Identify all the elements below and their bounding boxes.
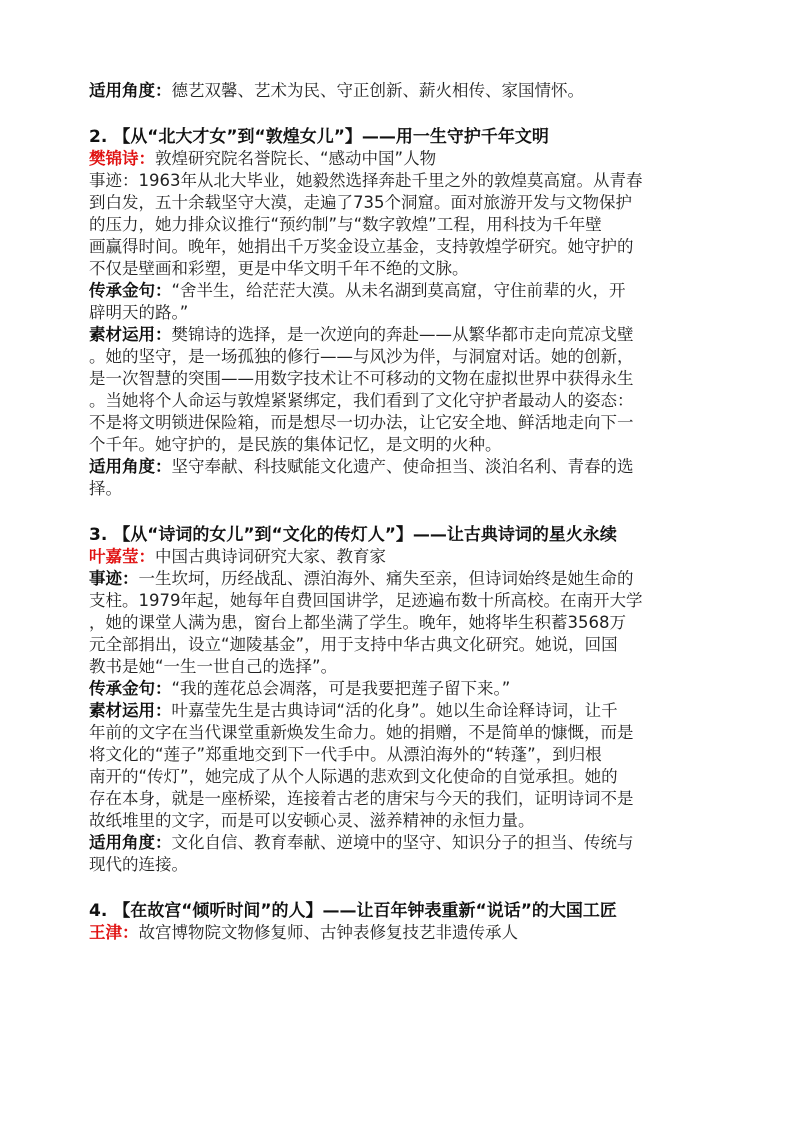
usage-label: 素材运用： bbox=[89, 325, 172, 344]
person-intro-line bbox=[89, 148, 711, 170]
usage-line: 将文化的“莲子”郑重地交到下一代手中。从漂泊海外的“转蓬”，到归根 bbox=[89, 745, 602, 764]
applicable-angle-line bbox=[89, 80, 711, 102]
person-intro-line bbox=[89, 546, 711, 568]
usage-line: 。当她将个人命运与敦煌紧紧绑定，我们看到了文化守护者最动人的姿态： bbox=[89, 391, 634, 410]
quote-text: “舍半生，给茫茫大漠。从未名湖到莫高窟，守住前辈的火，开 bbox=[171, 281, 626, 300]
document-page bbox=[89, 80, 711, 944]
section-heading: 3. 【从“诗词的女儿”到“文化的传灯人”】——让古典诗词的星火永续 bbox=[89, 525, 617, 545]
applicable-angle-line bbox=[89, 456, 711, 478]
quote-line bbox=[89, 678, 711, 700]
applicable-angle-label: 适用角度： bbox=[89, 457, 172, 476]
usage-line: 年前的文字在当代课堂重新焕发生命力。她的捐赠，不是简单的慷慨，而是 bbox=[89, 723, 634, 742]
quote-line: 辟明天的路。” bbox=[89, 303, 189, 322]
deeds-line: 元全部捐出，设立“迦陵基金”，用于支持中华古典文化研究。她说，回国 bbox=[89, 635, 618, 654]
deeds-line: 不仅是壁画和彩塑，更是中华文明千年不绝的文脉。 bbox=[89, 259, 469, 278]
person-title: 敦煌研究院名誉院长、“感动中国”人物 bbox=[155, 149, 437, 168]
usage-line bbox=[89, 324, 711, 346]
usage-line: 南开的“传灯”，她完成了从个人际遇的悲欢到文化使命的自觉承担。她的 bbox=[89, 767, 618, 786]
deeds-text: 1963年从北大毕业，她毅然选择奔赴千里之外的敦煌莫高窟。从青春 bbox=[138, 171, 643, 190]
usage-line bbox=[89, 700, 711, 722]
deeds-line: ，她的课堂人满为患，窗台上都坐满了学生。晚年，她将毕生积蓄3568万 bbox=[89, 613, 626, 632]
deeds-text: 一生坎坷，历经战乱、漂泊海外、痛失至亲，但诗词始终是她生命的 bbox=[138, 569, 634, 588]
applicable-angle-text: 坚守奉献、科技赋能文化遗产、使命担当、淡泊名利、青春的选 bbox=[171, 457, 634, 476]
applicable-angle-line bbox=[89, 832, 711, 854]
person-name: 叶嘉莹： bbox=[89, 547, 155, 566]
usage-text: 樊锦诗的选择，是一次逆向的奔赴——从繁华都市走向荒凉戈壁 bbox=[171, 325, 634, 344]
deeds-line: 到白发，五十余载坚守大漠，走遍了735个洞窟。面对旅游开发与文物保护 bbox=[89, 193, 632, 212]
quote-label: 传承金句： bbox=[89, 679, 172, 698]
applicable-angle-label: 适用角度： bbox=[89, 833, 172, 852]
person-name: 王津： bbox=[89, 923, 139, 942]
person-name: 樊锦诗： bbox=[89, 149, 155, 168]
deeds-label: 事迹： bbox=[89, 569, 139, 588]
deeds-line: 教书是她“一生一世自己的选择”。 bbox=[89, 657, 338, 676]
applicable-angle-label: 适用角度： bbox=[89, 81, 172, 100]
person-title: 中国古典诗词研究大家、教育家 bbox=[155, 547, 386, 566]
deeds-line: 支柱。1979年起，她每年自费回国讲学，足迹遍布数十所高校。在南开大学 bbox=[89, 591, 643, 610]
usage-label: 素材运用： bbox=[89, 701, 172, 720]
section-heading: 2. 【从“北大才女”到“敦煌女儿”】——用一生守护千年文明 bbox=[89, 127, 549, 147]
usage-line: 存在本身，就是一座桥梁，连接着古老的唐宋与今天的我们，证明诗词不是 bbox=[89, 789, 634, 808]
applicable-angle-text: 文化自信、教育奉献、逆境中的坚守、知识分子的担当、传统与 bbox=[171, 833, 634, 852]
usage-line: 个千年。她守护的，是民族的集体记忆，是文明的火种。 bbox=[89, 435, 502, 454]
quote-line bbox=[89, 280, 711, 302]
quote-label: 传承金句： bbox=[89, 281, 172, 300]
deeds-label: 事迹： bbox=[89, 171, 139, 190]
usage-line: 是一次智慧的突围——用数字技术让不可移动的文物在虚拟世界中获得永生 bbox=[89, 369, 634, 388]
deeds-line: 的压力，她力排众议推行“预约制”与“数字敦煌”工程，用科技为千年壁 bbox=[89, 215, 602, 234]
usage-text: 叶嘉莹先生是古典诗词“活的化身”。她以生命诠释诗词，让千 bbox=[171, 701, 618, 720]
applicable-angle-line: 择。 bbox=[89, 479, 122, 498]
usage-line: 。她的坚守，是一场孤独的修行——与风沙为伴，与洞窟对话。她的创新， bbox=[89, 347, 634, 366]
usage-line: 不是将文明锁进保险箱，而是想尽一切办法，让它安全地、鲜活地走向下一 bbox=[89, 413, 634, 432]
deeds-line bbox=[89, 170, 711, 192]
section-heading: 4. 【在故宫“倾听时间”的人】——让百年钟表重新“说话”的大国工匠 bbox=[89, 901, 617, 921]
applicable-angle-line: 现代的连接。 bbox=[89, 855, 188, 874]
person-title: 故宫博物院文物修复师、古钟表修复技艺非遗传承人 bbox=[138, 923, 518, 942]
deeds-line: 画赢得时间。晚年，她捐出千万奖金设立基金，支持敦煌学研究。她守护的 bbox=[89, 237, 634, 256]
quote-text: “我的莲花总会凋落，可是我要把莲子留下来。” bbox=[171, 679, 511, 698]
person-intro-line bbox=[89, 922, 711, 944]
deeds-line bbox=[89, 568, 711, 590]
usage-line: 故纸堆里的文字，而是可以安顿心灵、滋养精神的永恒力量。 bbox=[89, 811, 535, 830]
applicable-angle-text: 德艺双馨、艺术为民、守正创新、薪火相传、家国情怀。 bbox=[171, 81, 584, 100]
